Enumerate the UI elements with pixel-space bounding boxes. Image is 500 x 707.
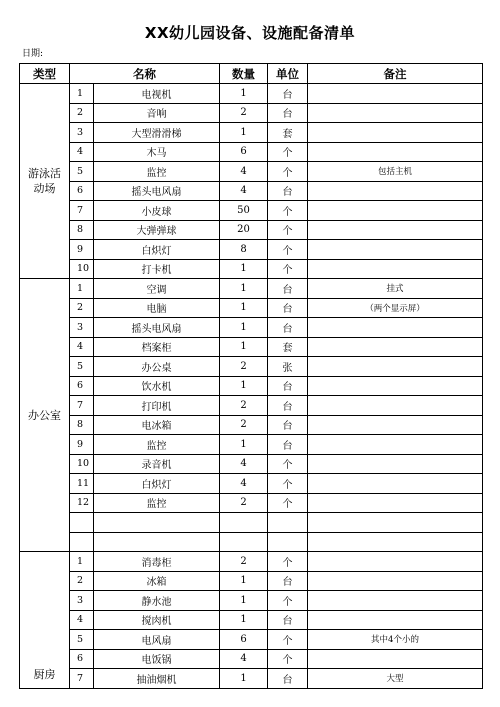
- note-cell: [308, 84, 483, 104]
- row-index-cell: 3: [70, 318, 94, 338]
- table-row: [20, 513, 483, 533]
- row-index-cell: 5: [70, 357, 94, 377]
- row-index-cell: [70, 513, 94, 533]
- table-row: [20, 142, 483, 162]
- item-name-cell: 小皮球: [94, 201, 220, 221]
- unit-cell: 台: [268, 415, 308, 435]
- note-cell: [308, 396, 483, 416]
- table-row: [20, 162, 483, 182]
- table-row: [20, 337, 483, 357]
- quantity-cell: 2: [220, 396, 268, 416]
- table-row: [20, 240, 483, 260]
- section-type-cell: 游泳活动场: [20, 84, 70, 279]
- note-cell: [308, 649, 483, 669]
- item-name-cell: 冰箱: [94, 571, 220, 591]
- row-index-cell: 10: [70, 259, 94, 279]
- note-cell: [308, 474, 483, 494]
- header-qty: 数量: [220, 64, 268, 84]
- table-row: [20, 415, 483, 435]
- table-row: [20, 220, 483, 240]
- row-index-cell: 1: [70, 84, 94, 104]
- row-index-cell: 9: [70, 435, 94, 455]
- table-row: [20, 103, 483, 123]
- note-cell: 大型: [308, 669, 483, 689]
- note-cell: 包括主机: [308, 162, 483, 182]
- row-index-cell: 2: [70, 103, 94, 123]
- unit-cell: 台: [268, 318, 308, 338]
- note-cell: [308, 103, 483, 123]
- table-body: [20, 84, 483, 689]
- unit-cell: 个: [268, 454, 308, 474]
- row-index-cell: 8: [70, 220, 94, 240]
- item-name-cell: 监控: [94, 435, 220, 455]
- unit-cell: 个: [268, 630, 308, 650]
- unit-cell: 台: [268, 84, 308, 104]
- row-index-cell: 1: [70, 552, 94, 572]
- row-index-cell: 7: [70, 201, 94, 221]
- table-row: [20, 552, 483, 572]
- item-name-cell: 打印机: [94, 396, 220, 416]
- quantity-cell: 2: [220, 415, 268, 435]
- table-row: [20, 669, 483, 689]
- note-cell: [308, 493, 483, 513]
- item-name-cell: 白炽灯: [94, 240, 220, 260]
- item-name-cell: 录音机: [94, 454, 220, 474]
- unit-cell: 个: [268, 259, 308, 279]
- note-cell: [308, 259, 483, 279]
- quantity-cell: 1: [220, 259, 268, 279]
- note-cell: [308, 220, 483, 240]
- quantity-cell: 1: [220, 591, 268, 611]
- quantity-cell: 2: [220, 493, 268, 513]
- row-index-cell: 3: [70, 591, 94, 611]
- note-cell: [308, 610, 483, 630]
- quantity-cell: [220, 513, 268, 533]
- unit-cell: 个: [268, 552, 308, 572]
- unit-cell: 个: [268, 162, 308, 182]
- item-name-cell: 白炽灯: [94, 474, 220, 494]
- quantity-cell: 1: [220, 571, 268, 591]
- quantity-cell: 1: [220, 376, 268, 396]
- note-cell: [308, 181, 483, 201]
- note-cell: [308, 318, 483, 338]
- item-name-cell: 搅肉机: [94, 610, 220, 630]
- item-name-cell: 监控: [94, 162, 220, 182]
- unit-cell: [268, 513, 308, 533]
- item-name-cell: 电视机: [94, 84, 220, 104]
- quantity-cell: 20: [220, 220, 268, 240]
- table-row: [20, 493, 483, 513]
- unit-cell: 台: [268, 298, 308, 318]
- table-row: [20, 376, 483, 396]
- note-cell: [308, 376, 483, 396]
- quantity-cell: 1: [220, 298, 268, 318]
- quantity-cell: 1: [220, 669, 268, 689]
- table-row: [20, 84, 483, 104]
- quantity-cell: 1: [220, 318, 268, 338]
- row-index-cell: [70, 532, 94, 552]
- unit-cell: 台: [268, 279, 308, 299]
- quantity-cell: 1: [220, 84, 268, 104]
- quantity-cell: 1: [220, 610, 268, 630]
- quantity-cell: 4: [220, 162, 268, 182]
- item-name-cell: 电冰箱: [94, 415, 220, 435]
- table-row: [20, 532, 483, 552]
- row-index-cell: 10: [70, 454, 94, 474]
- unit-cell: 台: [268, 103, 308, 123]
- unit-cell: 个: [268, 201, 308, 221]
- unit-cell: 个: [268, 240, 308, 260]
- note-cell: [308, 142, 483, 162]
- header-name: 名称: [70, 64, 220, 84]
- header-note: 备注: [308, 64, 483, 84]
- item-name-cell: 木马: [94, 142, 220, 162]
- row-index-cell: 11: [70, 474, 94, 494]
- row-index-cell: 12: [70, 493, 94, 513]
- item-name-cell: 监控: [94, 493, 220, 513]
- row-index-cell: 6: [70, 181, 94, 201]
- note-cell: [308, 240, 483, 260]
- item-name-cell: 打卡机: [94, 259, 220, 279]
- unit-cell: 台: [268, 181, 308, 201]
- row-index-cell: 7: [70, 396, 94, 416]
- row-index-cell: 5: [70, 630, 94, 650]
- table-header-row: [20, 64, 483, 84]
- row-index-cell: 5: [70, 162, 94, 182]
- quantity-cell: 8: [220, 240, 268, 260]
- note-cell: （两个显示屏）: [308, 298, 483, 318]
- table-row: [20, 181, 483, 201]
- note-cell: 挂式: [308, 279, 483, 299]
- quantity-cell: 6: [220, 630, 268, 650]
- note-cell: [308, 337, 483, 357]
- note-cell: [308, 201, 483, 221]
- row-index-cell: 8: [70, 415, 94, 435]
- quantity-cell: 50: [220, 201, 268, 221]
- quantity-cell: 4: [220, 454, 268, 474]
- unit-cell: 台: [268, 610, 308, 630]
- row-index-cell: 4: [70, 337, 94, 357]
- note-cell: [308, 552, 483, 572]
- item-name-cell: 摇头电风扇: [94, 181, 220, 201]
- note-cell: [308, 454, 483, 474]
- item-name-cell: 抽油烟机: [94, 669, 220, 689]
- unit-cell: 台: [268, 376, 308, 396]
- item-name-cell: 办公桌: [94, 357, 220, 377]
- page-title: XX幼儿园设备、设施配备清单: [144, 24, 356, 42]
- row-index-cell: 6: [70, 649, 94, 669]
- row-index-cell: 2: [70, 298, 94, 318]
- row-index-cell: 3: [70, 123, 94, 143]
- item-name-cell: 饮水机: [94, 376, 220, 396]
- table-row: [20, 610, 483, 630]
- header-type: 类型: [20, 64, 70, 84]
- table-row: [20, 591, 483, 611]
- unit-cell: [268, 532, 308, 552]
- unit-cell: 个: [268, 474, 308, 494]
- table-row: [20, 454, 483, 474]
- note-cell: [308, 532, 483, 552]
- table-row: [20, 298, 483, 318]
- row-index-cell: 4: [70, 610, 94, 630]
- unit-cell: 台: [268, 669, 308, 689]
- quantity-cell: 4: [220, 474, 268, 494]
- unit-cell: 套: [268, 123, 308, 143]
- section-type-cell: 办公室: [20, 279, 70, 552]
- note-cell: [308, 591, 483, 611]
- note-cell: 其中4个小的: [308, 630, 483, 650]
- note-cell: [308, 415, 483, 435]
- table-row: [20, 279, 483, 299]
- row-index-cell: 2: [70, 571, 94, 591]
- unit-cell: 个: [268, 649, 308, 669]
- quantity-cell: 2: [220, 357, 268, 377]
- note-cell: [308, 123, 483, 143]
- unit-cell: 张: [268, 357, 308, 377]
- quantity-cell: 1: [220, 337, 268, 357]
- quantity-cell: 2: [220, 103, 268, 123]
- table-row: [20, 123, 483, 143]
- row-index-cell: 7: [70, 669, 94, 689]
- item-name-cell: 静水池: [94, 591, 220, 611]
- table-row: [20, 435, 483, 455]
- date-label: 日期:: [22, 49, 44, 59]
- item-name-cell: [94, 513, 220, 533]
- table-row: [20, 357, 483, 377]
- note-cell: [308, 357, 483, 377]
- quantity-cell: [220, 532, 268, 552]
- quantity-cell: 1: [220, 279, 268, 299]
- table-row: [20, 396, 483, 416]
- note-cell: [308, 571, 483, 591]
- quantity-cell: 4: [220, 181, 268, 201]
- quantity-cell: 6: [220, 142, 268, 162]
- row-index-cell: 9: [70, 240, 94, 260]
- unit-cell: 个: [268, 591, 308, 611]
- item-name-cell: 摇头电风扇: [94, 318, 220, 338]
- item-name-cell: 大弹弹球: [94, 220, 220, 240]
- unit-cell: 个: [268, 493, 308, 513]
- quantity-cell: 4: [220, 649, 268, 669]
- item-name-cell: 电饭锅: [94, 649, 220, 669]
- item-name-cell: 电脑: [94, 298, 220, 318]
- note-cell: [308, 513, 483, 533]
- note-cell: [308, 435, 483, 455]
- unit-cell: 个: [268, 220, 308, 240]
- table-row: [20, 571, 483, 591]
- table-row: [20, 649, 483, 669]
- header-unit: 单位: [268, 64, 308, 84]
- quantity-cell: 2: [220, 552, 268, 572]
- item-name-cell: 消毒柜: [94, 552, 220, 572]
- unit-cell: 个: [268, 142, 308, 162]
- unit-cell: 台: [268, 571, 308, 591]
- table-row: [20, 630, 483, 650]
- item-name-cell: 大型滑滑梯: [94, 123, 220, 143]
- row-index-cell: 1: [70, 279, 94, 299]
- item-name-cell: [94, 532, 220, 552]
- unit-cell: 套: [268, 337, 308, 357]
- unit-cell: 台: [268, 396, 308, 416]
- table-row: [20, 474, 483, 494]
- item-name-cell: 电风扇: [94, 630, 220, 650]
- item-name-cell: 音响: [94, 103, 220, 123]
- section-type-cell: 厨房: [20, 552, 70, 689]
- item-name-cell: 档案柜: [94, 337, 220, 357]
- quantity-cell: 1: [220, 435, 268, 455]
- row-index-cell: 6: [70, 376, 94, 396]
- row-index-cell: 4: [70, 142, 94, 162]
- table-row: [20, 318, 483, 338]
- table-row: [20, 201, 483, 221]
- table-row: [20, 259, 483, 279]
- item-name-cell: 空调: [94, 279, 220, 299]
- quantity-cell: 1: [220, 123, 268, 143]
- unit-cell: 台: [268, 435, 308, 455]
- equipment-table: [19, 63, 483, 689]
